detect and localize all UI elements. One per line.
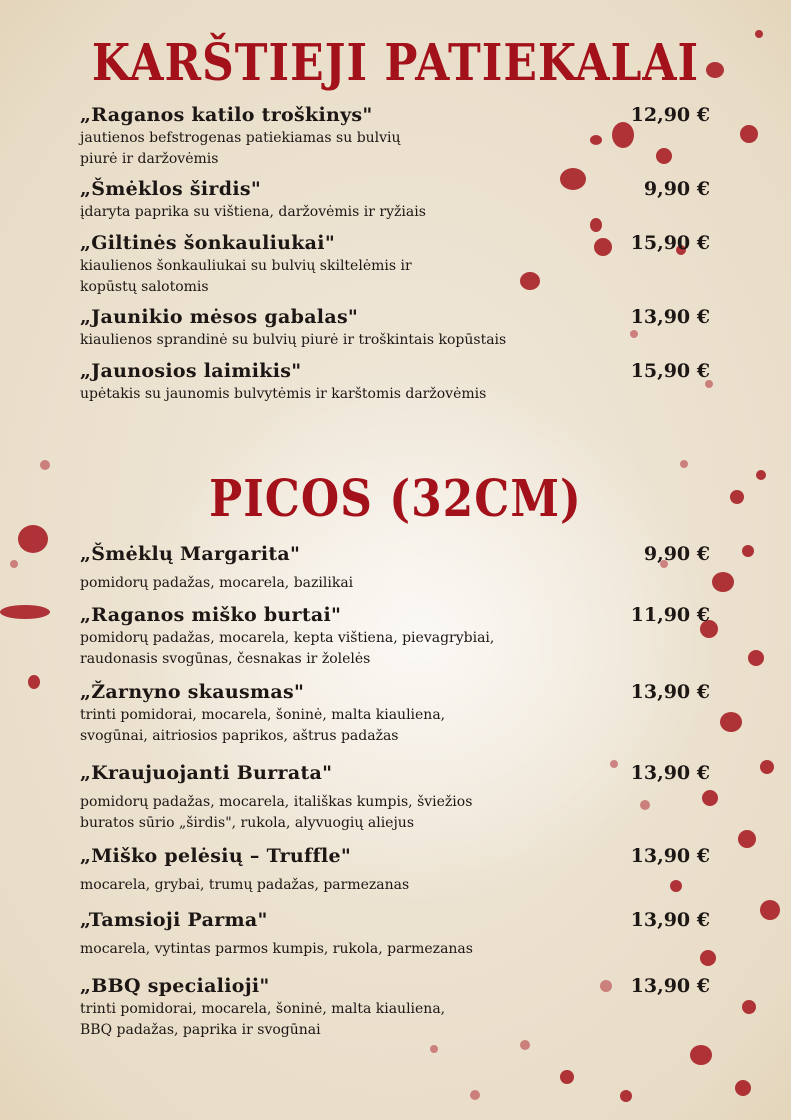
menu-item-description: jautienos befstrogenas patiekiamas su bulvių piurė ir daržovėmis xyxy=(80,130,401,167)
menu-item xyxy=(80,845,720,896)
menu-item-name: „Šmėklos širdis" xyxy=(80,178,262,200)
menu-item-description: upėtakis su jaunomis bulvytėmis ir karštomis daržovėmis xyxy=(80,386,487,402)
menu-item-price: 13,90 € xyxy=(630,975,710,997)
menu-item-description: mocarela, grybai, trumų padažas, parmezanas xyxy=(80,877,410,893)
menu-item-name: „Tamsioji Parma" xyxy=(80,909,268,931)
menu-item-price: 15,90 € xyxy=(630,232,710,254)
menu-item-name: „Žarnyno skausmas" xyxy=(80,681,305,703)
menu-item xyxy=(80,975,720,1041)
menu-item-name: „Miško pelėsių – Truffle" xyxy=(80,845,352,867)
menu-item-description: kiaulienos šonkauliukai su bulvių skiltelėmis ir kopūstų salotomis xyxy=(80,258,412,295)
menu-item-price: 9,90 € xyxy=(643,178,710,200)
menu-item-name: „Kraujuojanti Burrata" xyxy=(80,762,333,784)
menu-item xyxy=(80,543,720,594)
menu-item xyxy=(80,306,720,351)
menu-item-price: 11,90 € xyxy=(630,604,710,626)
menu-item-price: 13,90 € xyxy=(630,845,710,867)
menu-item xyxy=(80,762,720,834)
menu-item xyxy=(80,909,720,960)
menu-item-name: „BBQ specialioji" xyxy=(80,975,270,997)
menu-item-name: „Jaunikio mėsos gabalas" xyxy=(80,306,359,328)
section-title-hot-dishes: KARŠTIEJI PATIEKALAI xyxy=(91,34,700,93)
menu-item-name: „Jaunosios laimikis" xyxy=(80,360,302,382)
menu-item-description: kiaulienos sprandinė su bulvių piurė ir troškintais kopūstais xyxy=(80,332,507,348)
menu-item-price: 13,90 € xyxy=(630,762,710,784)
menu-item-price: 13,90 € xyxy=(630,909,710,931)
menu-item-price: 12,90 € xyxy=(630,104,710,126)
menu-item-description: įdaryta paprika su vištiena, daržovėmis ir ryžiais xyxy=(80,204,426,220)
menu-item-description: mocarela, vytintas parmos kumpis, rukola, parmezanas xyxy=(80,941,473,957)
menu-item-name: „Raganos katilo troškinys" xyxy=(80,104,373,126)
menu-item xyxy=(80,178,720,223)
menu-item-description: trinti pomidorai, mocarela, šoninė, malta kiauliena, BBQ padažas, paprika ir svogūnai xyxy=(80,1001,446,1038)
menu-item xyxy=(80,232,720,298)
menu-item-price: 13,90 € xyxy=(630,681,710,703)
section-title-pizzas: PICOS (32CM) xyxy=(209,470,582,529)
menu-item-description: pomidorų padažas, mocarela, kepta vištiena, pievagrybiai, raudonasis svogūnas, česnakas ir žolelės xyxy=(80,630,495,667)
menu-item xyxy=(80,604,720,670)
menu-item-name: „Raganos miško burtai" xyxy=(80,604,342,626)
menu-item xyxy=(80,104,720,170)
menu-item-description: pomidorų padažas, mocarela, itališkas kumpis, šviežios buratos sūrio „širdis", rukola, alyvuogių aliejus xyxy=(80,794,473,831)
menu-item-name: „Šmėklų Margarita" xyxy=(80,543,301,565)
menu-item-description: pomidorų padažas, mocarela, bazilikai xyxy=(80,575,354,591)
menu-item xyxy=(80,681,720,747)
menu-item-price: 13,90 € xyxy=(630,306,710,328)
menu-item-description: trinti pomidorai, mocarela, šoninė, malta kiauliena, svogūnai, aitriosios paprikos, aštrus padažas xyxy=(80,707,446,744)
menu-item-price: 9,90 € xyxy=(643,543,710,565)
menu-item xyxy=(80,360,720,405)
menu-item-price: 15,90 € xyxy=(630,360,710,382)
menu-item-name: „Giltinės šonkauliukai" xyxy=(80,232,336,254)
